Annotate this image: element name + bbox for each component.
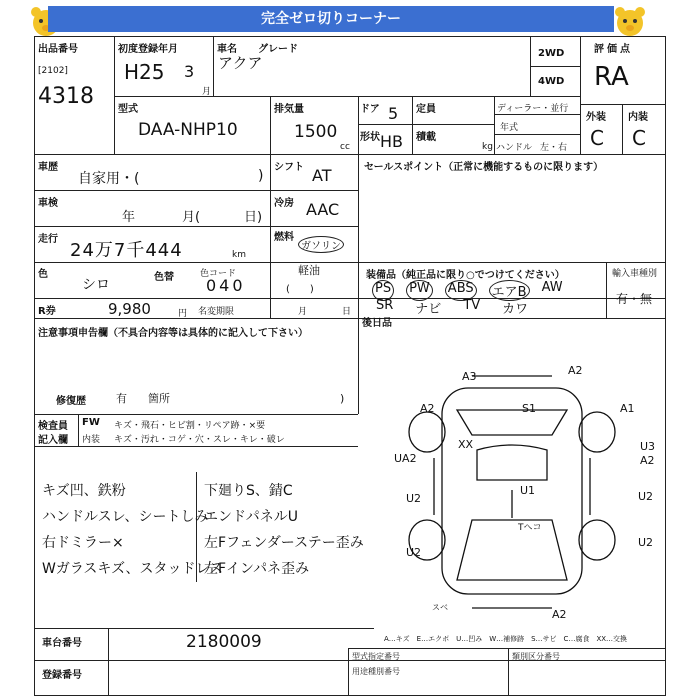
lot-label: 出品番号 bbox=[38, 44, 78, 55]
repair-parts: 箇所 bbox=[148, 392, 170, 405]
history-close: ) bbox=[258, 168, 264, 184]
import-car-value: 有・無 bbox=[616, 292, 653, 306]
mark-xx: XX bbox=[458, 438, 474, 451]
sales-point-label: セールスポイント（正常に機能するものに限ります） bbox=[364, 162, 604, 173]
inspection-month: 月( bbox=[182, 210, 201, 225]
recycle-unit: 円 bbox=[178, 309, 188, 319]
mark-a1: A1 bbox=[620, 402, 635, 415]
reg-date-month: 3 bbox=[184, 62, 195, 81]
color-change-label: 色替 bbox=[154, 272, 174, 283]
equip-navi: ナビ bbox=[415, 302, 442, 317]
color-code-label: 色コード bbox=[200, 269, 237, 279]
notes-label: 注意事項申告欄（不具合内容等は具体的に記入して下さい） bbox=[38, 328, 308, 339]
mark-a3: A3 bbox=[462, 370, 477, 383]
fuel-value: ガソリン bbox=[298, 236, 344, 253]
mark-u2-right: U2 bbox=[638, 490, 654, 503]
mark-a2-right: A2 bbox=[640, 454, 655, 467]
inspection-label: 車検 bbox=[38, 198, 58, 209]
comment-right-4: 左Fインパネ歪み bbox=[204, 561, 310, 577]
small-box-b: 類別区分番号 bbox=[512, 652, 560, 661]
diagram-legend: A…キズ E…エクボ U…凹み W…補修跡 S…サビ C…腐食 XX…交換 bbox=[384, 635, 628, 643]
comment-left-2: ハンドルスレ、シートしみ bbox=[42, 509, 209, 525]
aircon-label: 冷房 bbox=[274, 198, 294, 209]
fuel-other: ( ) bbox=[286, 284, 314, 295]
interior-check-label: 内装 bbox=[82, 435, 101, 445]
equip-leather: カワ bbox=[502, 302, 529, 317]
doors-label: ドア bbox=[360, 104, 380, 115]
car-name-value: アクア bbox=[218, 54, 263, 72]
aircon-value: AAC bbox=[306, 200, 340, 219]
inspection-day: 日) bbox=[244, 210, 263, 225]
mileage-label: 走行 bbox=[38, 234, 58, 245]
header-bar: 完全ゼロ切りコーナー bbox=[48, 6, 614, 32]
meigi-month: 月 bbox=[298, 307, 308, 317]
mark-tdent: Tへコ bbox=[518, 523, 542, 533]
model-value: DAA-NHP10 bbox=[138, 120, 238, 140]
reg-date-month-unit: 月 bbox=[202, 87, 212, 97]
reg-num-label: 登録番号 bbox=[42, 670, 82, 681]
shape-value: HB bbox=[380, 132, 404, 151]
car-damage-diagram bbox=[372, 340, 666, 630]
rear-seat-label: 後日品 bbox=[362, 318, 392, 329]
car-name-label: 車名 bbox=[217, 44, 237, 55]
year-label: 年式 bbox=[500, 123, 519, 133]
comments-right bbox=[204, 478, 364, 582]
checker-label-2: 記入欄 bbox=[38, 435, 68, 446]
color-code-value: 040 bbox=[206, 276, 246, 295]
score-label: 評価点 bbox=[594, 44, 633, 55]
inspection-year: 年 bbox=[122, 210, 136, 225]
shape-label: 形状 bbox=[360, 132, 380, 143]
drive-2wd: 2WD bbox=[538, 48, 565, 59]
mileage-value: 24万7千444 bbox=[70, 240, 183, 261]
repair-end: ) bbox=[340, 392, 345, 405]
repair-value: 有 bbox=[116, 392, 127, 405]
chassis-value: 2180009 bbox=[186, 632, 262, 652]
history-value: 自家用・( bbox=[78, 171, 140, 187]
lot-code: [2102] bbox=[38, 66, 68, 76]
grade-label: グレード bbox=[258, 44, 298, 55]
color-value: シロ bbox=[82, 277, 110, 293]
recycle-value: 9,980 bbox=[108, 300, 151, 318]
mark-ua2: UA2 bbox=[394, 452, 417, 465]
shift-value: AT bbox=[312, 166, 332, 185]
equip-sr: SR bbox=[376, 298, 394, 313]
score-value: RA bbox=[594, 62, 629, 92]
repair-label: 修復歴 bbox=[56, 396, 86, 407]
mark-s1: S1 bbox=[522, 402, 536, 415]
drive-4wd: 4WD bbox=[538, 76, 565, 87]
equip-tv: TV bbox=[463, 298, 481, 313]
equip-airbag: エアB bbox=[489, 280, 530, 301]
mileage-unit: km bbox=[232, 250, 246, 260]
mark-u2-left: U2 bbox=[406, 492, 422, 505]
mark-sube-left: スベ bbox=[432, 603, 448, 612]
mark-a2-top: A2 bbox=[568, 364, 583, 377]
color-label: 色 bbox=[38, 269, 48, 280]
mark-u3: U3 bbox=[640, 440, 656, 453]
small-box-a: 型式指定番号 bbox=[352, 652, 400, 661]
comments-left bbox=[42, 478, 223, 582]
mark-u2-lower-right: U2 bbox=[638, 536, 654, 549]
equipment-row2 bbox=[376, 298, 528, 317]
exterior-label: 外装 bbox=[586, 112, 606, 123]
recycle-label: R券 bbox=[38, 306, 56, 317]
comment-right-2: エンドパネルU bbox=[204, 509, 298, 525]
mark-a2-left: A2 bbox=[420, 402, 435, 415]
fw-items: キズ・飛石・ヒビ割・リペア跡・×要 bbox=[114, 421, 266, 431]
interior-check-items: キズ・汚れ・コゲ・穴・スレ・キレ・破レ bbox=[114, 435, 285, 445]
mark-a2-bottom: A2 bbox=[552, 608, 567, 621]
exterior-grade: C bbox=[590, 126, 604, 150]
fuel-label: 燃料 bbox=[274, 232, 294, 243]
interior-grade: C bbox=[632, 126, 646, 150]
comment-left-4: Wガラスキズ、スタッドレス bbox=[42, 561, 224, 577]
equipment-label: 装備品（純正品に限り○でつけてください） bbox=[366, 270, 565, 281]
reg-date-label: 初度登録年月 bbox=[118, 44, 178, 55]
small-box-c: 用途種別番号 bbox=[352, 667, 400, 676]
bear-mascot-right-icon bbox=[612, 5, 648, 39]
comment-left-3: 右ドミラー× bbox=[42, 535, 124, 551]
load-label: 積載 bbox=[416, 132, 436, 143]
displacement-unit: cc bbox=[340, 142, 350, 152]
load-unit: kg bbox=[482, 142, 493, 152]
import-car-label: 輸入車種別 bbox=[612, 269, 658, 279]
interior-label: 内装 bbox=[628, 112, 648, 123]
meigi-label: 名変期限 bbox=[198, 307, 235, 317]
comment-left-1: キズ凹、鉄粉 bbox=[42, 483, 126, 499]
capacity-label: 定員 bbox=[416, 104, 436, 115]
doors-value: 5 bbox=[388, 104, 399, 123]
model-label: 型式 bbox=[118, 104, 138, 115]
mark-u1: U1 bbox=[520, 484, 536, 497]
fuel-diesel: 軽油 bbox=[298, 264, 320, 277]
dealer-label: ディーラー・並行 bbox=[497, 104, 569, 114]
displacement-value: 1500 bbox=[294, 122, 338, 142]
mark-u2-lower-left: U2 bbox=[406, 546, 422, 559]
displacement-label: 排気量 bbox=[274, 104, 304, 115]
reg-date-era-year: H25 bbox=[124, 60, 165, 84]
shift-label: シフト bbox=[274, 162, 304, 173]
handle-lr: 左・右 bbox=[540, 143, 568, 153]
history-label: 車歴 bbox=[38, 162, 58, 173]
equip-abs: ABS bbox=[445, 280, 477, 301]
equip-aw: AW bbox=[541, 280, 563, 295]
checker-label-1: 検査員 bbox=[38, 421, 68, 432]
equip-pw: PW bbox=[406, 280, 433, 301]
equip-ps: PS bbox=[372, 280, 394, 301]
fw-label: FW bbox=[82, 417, 100, 428]
chassis-label: 車台番号 bbox=[42, 638, 82, 649]
lot-number: 4318 bbox=[38, 84, 94, 109]
meigi-day: 日 bbox=[342, 307, 352, 317]
handle-label: ハンドル bbox=[496, 143, 533, 153]
comment-right-1: 下廻りS、錆C bbox=[204, 483, 293, 499]
comment-right-3: 左Fフェンダーステー歪み bbox=[204, 535, 364, 551]
